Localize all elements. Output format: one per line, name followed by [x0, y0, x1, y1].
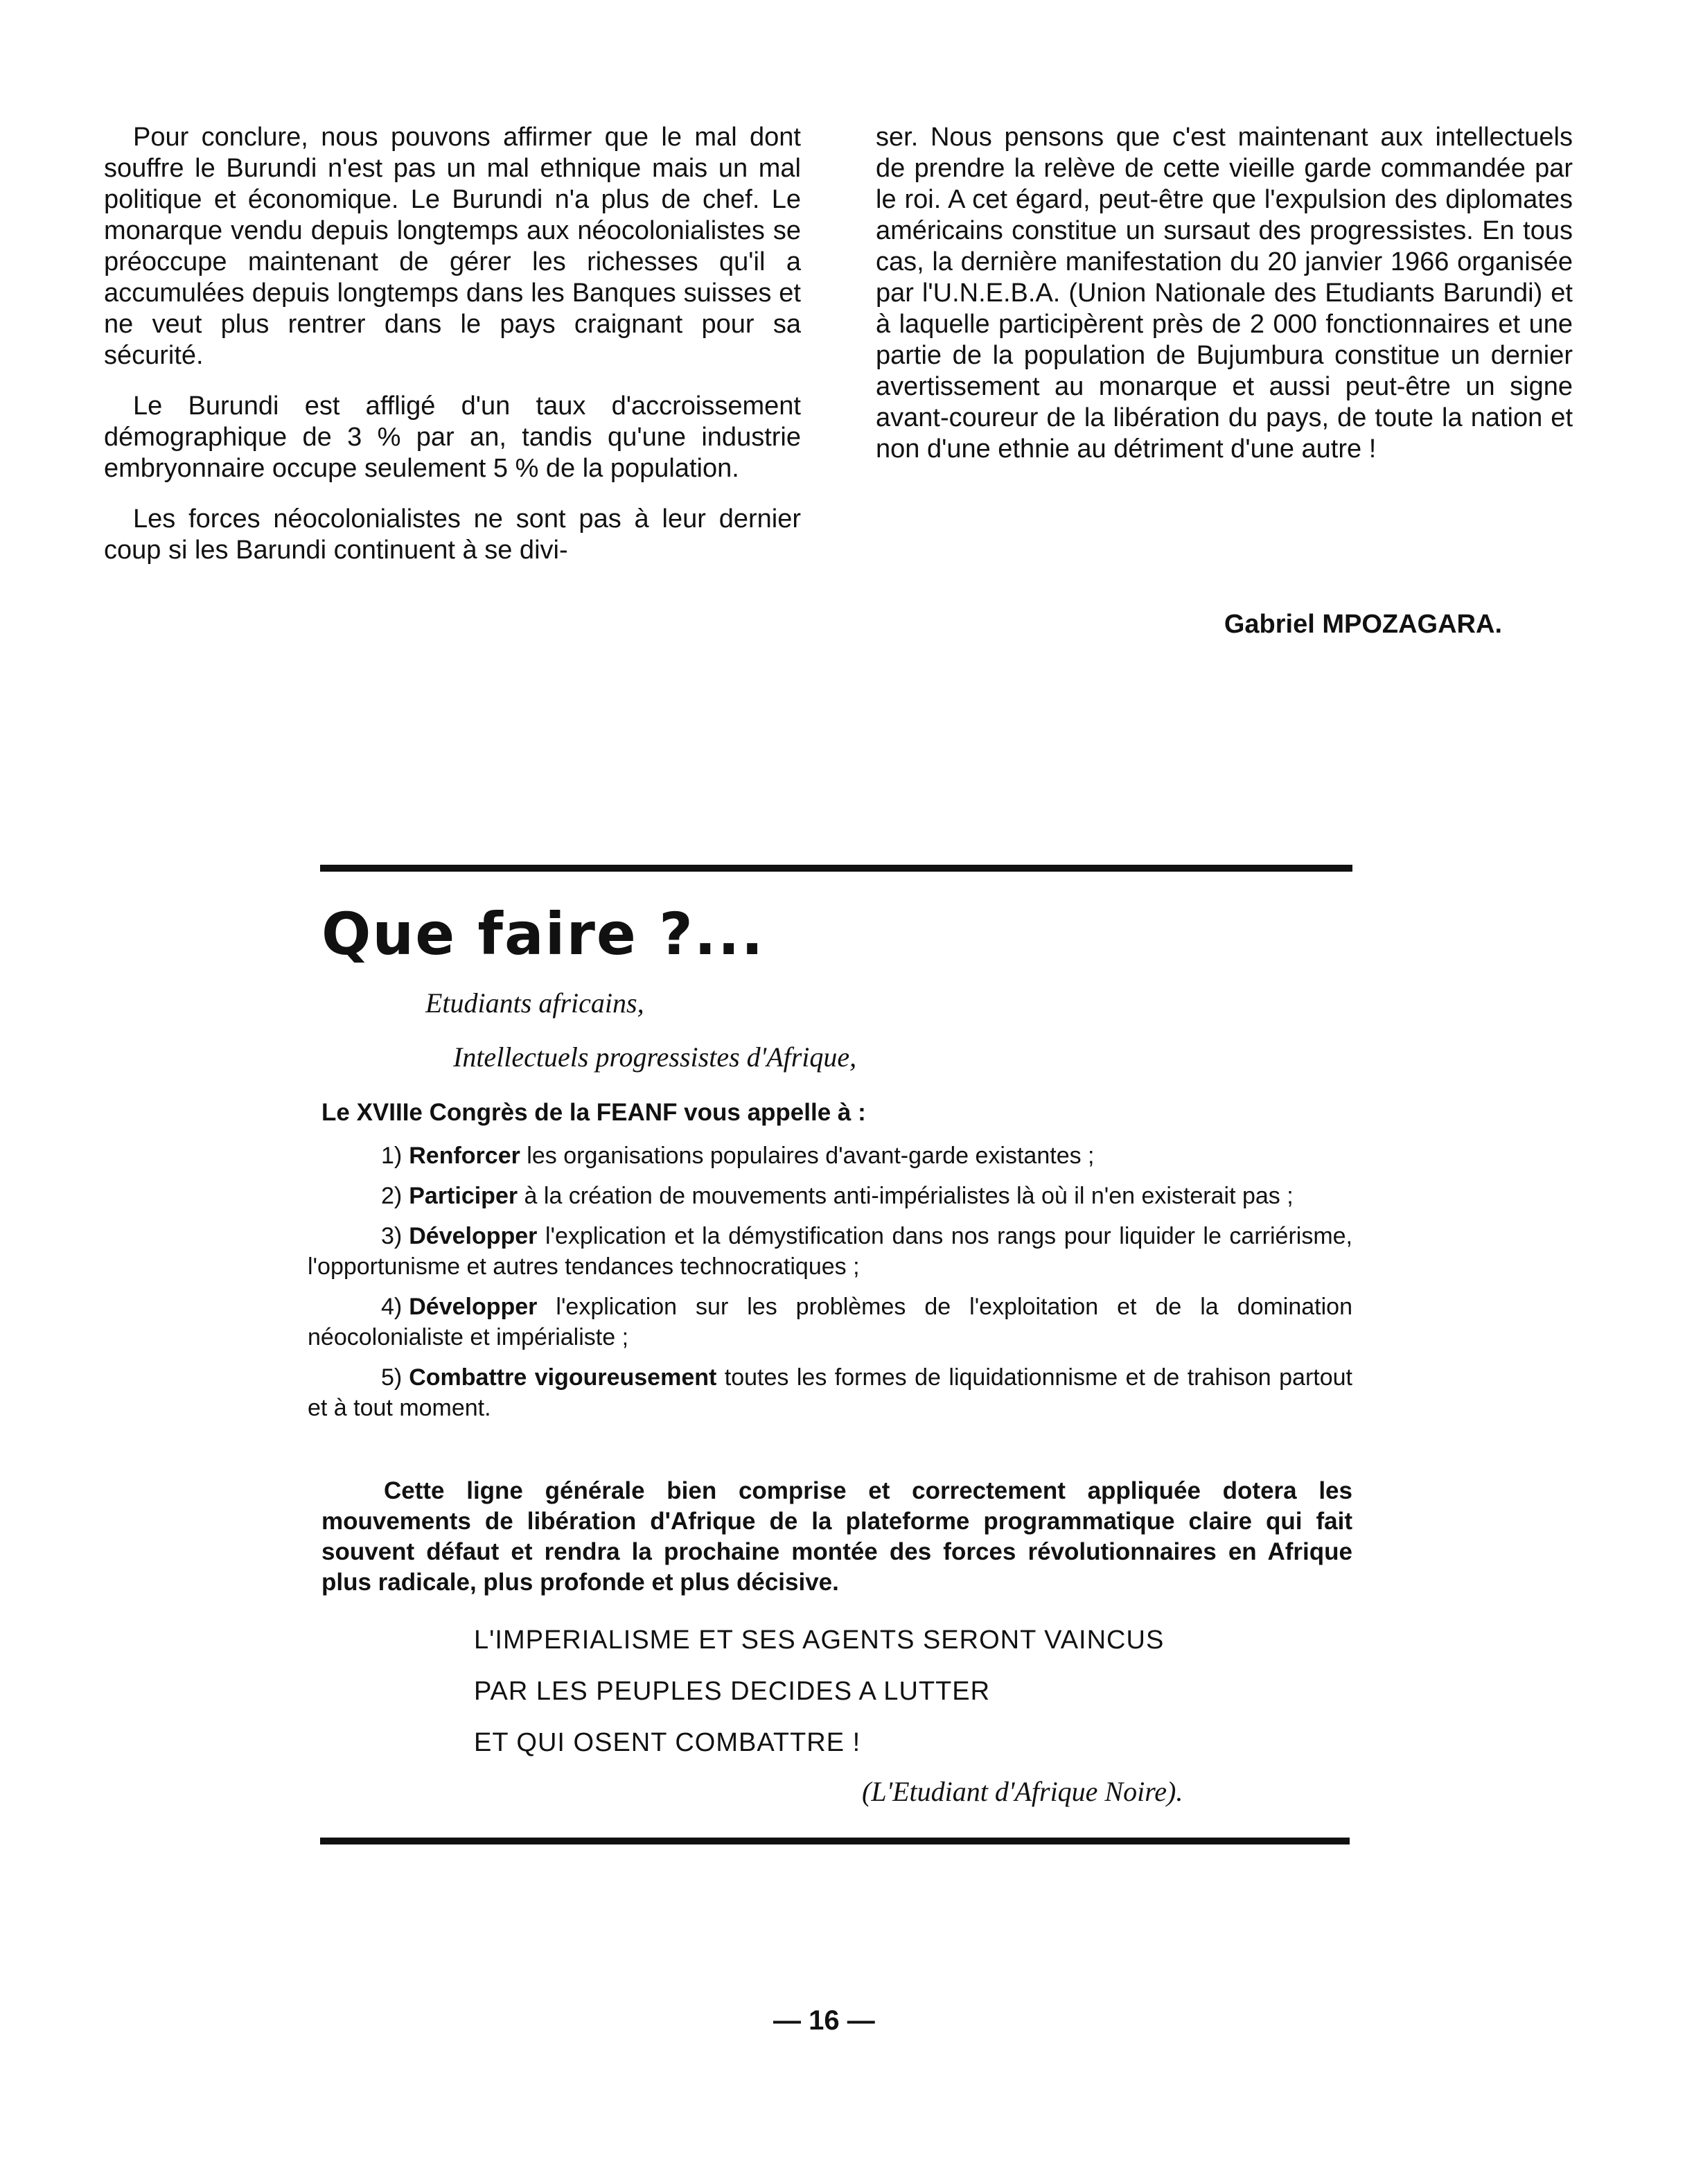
box-bottom-rule: [320, 1838, 1350, 1844]
paragraph-forces: Les forces néocolonialistes ne sont pas à leur dernier coup si les Barundi continuent à se divi-: [104, 504, 801, 565]
appeal-point: 4) Développer l'explication sur les problèmes de l'exploitation et de la domination néocolonialiste et impérialiste ;: [308, 1294, 1352, 1350]
slogan-line: PAR LES PEUPLES DECIDES A LUTTER: [474, 1677, 991, 1706]
appeal-point: 5) Combattre vigoureusement toutes les formes de liquidationnisme et de trahison partout et à tout moment.: [308, 1364, 1352, 1421]
salutation-students: Etudiants africains,: [425, 987, 644, 1019]
author-signature: Gabriel MPOZAGARA.: [1224, 610, 1502, 639]
paragraph-continuation: ser. Nous pensons que c'est maintenant aux intellectuels de prendre la relève de cette vieille garde commandée par le roi. A cet égard, peut-être que l'expulsion des diplomates américains constitue un sursaut des progressistes. En tous cas, la dernière manifestation du 20 janvier 1966 organisée par l'U.N.E.B.A. (Union Nationale des Etudiants Barundi) et à laquelle participèrent près de 2 000 fonctionnaires et une partie de la population de Bujumbura constitue un dernier avertissement au monarque et aussi peut-être un signe avant-coureur de la libération du pays, de toute la nation et non d'une ethnie au détriment d'une autre !: [876, 123, 1573, 464]
article-left-column: [104, 122, 801, 585]
appeal-point: 3) Développer l'explication et la démystification dans nos rangs pour liquider le carriérisme, l'opportunisme et autres tendances technocratiques ;: [308, 1223, 1352, 1280]
salutation-intellectuals: Intellectuels progressistes d'Afrique,: [453, 1041, 857, 1073]
appeal-point: 2) Participer à la création de mouvements anti-impérialistes là où il n'en existerait pas ;: [381, 1183, 1294, 1209]
box-top-rule: [320, 865, 1352, 872]
appeal-lead: Le XVIIIe Congrès de la FEANF vous appelle à :: [321, 1099, 866, 1126]
slogan-line: L'IMPERIALISME ET SES AGENTS SERONT VAINCUS: [474, 1626, 1165, 1655]
paragraph-demography: Le Burundi est affligé d'un taux d'accroissement démographique de 3 % par an, tandis qu'une industrie embryonnaire occupe seulement 5 % de la population.: [104, 391, 801, 483]
slogan-line: ET QUI OSENT COMBATTRE !: [474, 1728, 861, 1757]
page-number: — 16 —: [773, 2005, 875, 2036]
appeal-point: 1) Renforcer les organisations populaires d'avant-garde existantes ;: [381, 1143, 1095, 1169]
appeal-points-list: [308, 1141, 1352, 1433]
paragraph-conclusion: Pour conclure, nous pouvons affirmer que le mal dont souffre le Burundi n'est pas un mal ethnique mais un mal politique et économique. Le Burundi n'a plus de chef. Le monarque vendu depuis longtemps aux néocolonialistes se préoccupe maintenant de gérer les richesses qu'il a accumulées depuis longtemps dans les Banques suisses et ne veut plus rentrer dans le pays craignant pour sa sécurité.: [104, 123, 801, 370]
box-conclusion: Cette ligne générale bien comprise et correctement appliquée dotera les mouvements de libération d'Afrique de la plateforme programmatique claire qui fait souvent défaut et rendra la prochaine montée des forces révolutionnaires en Afrique plus radicale, plus profonde et plus décisive.: [321, 1477, 1352, 1596]
article-right-column: [876, 122, 1573, 484]
box-title: Que faire ?...: [321, 900, 765, 968]
source-citation: (L'Etudiant d'Afrique Noire).: [862, 1776, 1183, 1807]
